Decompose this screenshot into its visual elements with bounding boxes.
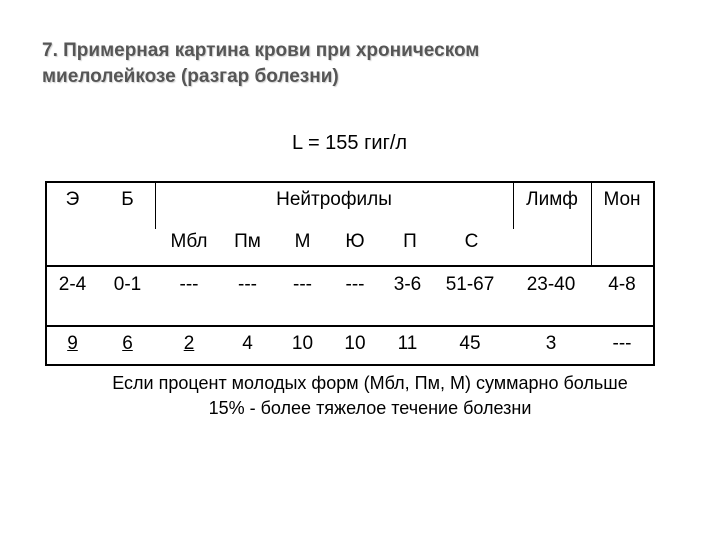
subheader-s: С [464, 231, 479, 252]
title-line-1: 7. Примерная картина крови при хроническом [42, 40, 480, 61]
patient-eos: 9 [67, 333, 78, 354]
patient-m: 10 [291, 333, 314, 354]
norm-mbl: --- [179, 274, 199, 295]
subheader-mbl: Мбл [170, 231, 208, 252]
patient-baso: 6 [122, 333, 133, 354]
header-neutrophils: Нейтрофилы [276, 189, 392, 210]
norm-lymph: 23-40 [526, 274, 576, 295]
title-line-2: миелолейкозе (разгар болезни) [42, 66, 339, 87]
patient-mbl: 2 [183, 333, 195, 354]
leukocyte-count: L = 155 гиг/л [292, 132, 408, 154]
patient-lymph: 3 [545, 333, 557, 354]
subheader-p: П [403, 231, 417, 252]
subheader-yu: Ю [345, 231, 365, 252]
norm-m: --- [293, 274, 312, 295]
subheader-m: М [294, 231, 311, 252]
table-bottom-border [45, 364, 655, 366]
patient-p: 11 [397, 333, 418, 354]
patient-pm: 4 [242, 333, 253, 354]
norm-eos: 2-4 [58, 274, 87, 295]
patient-s: 45 [459, 333, 481, 354]
norm-pm: --- [238, 274, 257, 295]
header-eos: Э [65, 189, 80, 210]
patient-mono: --- [612, 333, 632, 354]
norm-yu: --- [345, 274, 365, 295]
footnote [60, 371, 680, 421]
patient-yu: 10 [344, 333, 366, 354]
footnote-line-2: 15% - более тяжелое течение болезни [208, 398, 532, 418]
subheader-pm: Пм [234, 231, 261, 252]
header-lymph: Лимф [526, 189, 578, 210]
norm-mono: 4-8 [608, 274, 636, 295]
header-baso: Б [121, 189, 134, 210]
header-mono: Мон [603, 189, 641, 210]
norm-baso: 0-1 [113, 274, 142, 295]
table-right-border [653, 181, 655, 365]
blood-count-table [45, 181, 655, 366]
footnote-line-1: Если процент молодых форм (Мбл, Пм, М) суммарно больше [112, 373, 628, 393]
norm-s: 51-67 [445, 274, 495, 295]
norm-p: 3-6 [393, 274, 422, 295]
slide-title [42, 38, 602, 90]
